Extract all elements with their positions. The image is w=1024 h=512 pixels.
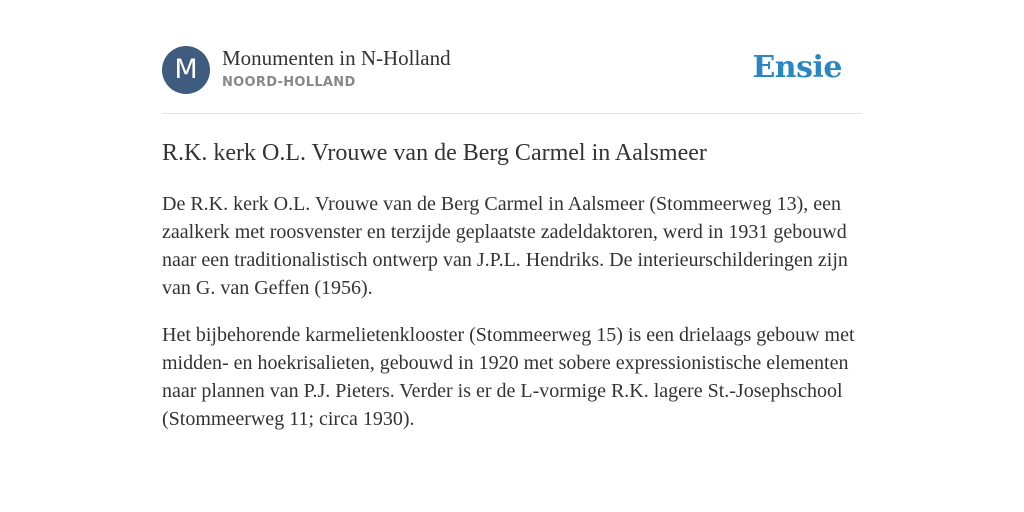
article-body xyxy=(162,190,862,452)
definition-card xyxy=(162,0,862,512)
source-subtitle: NOORD-HOLLAND xyxy=(222,75,356,90)
header-divider xyxy=(162,113,862,114)
article-title: R.K. kerk O.L. Vrouwe van de Berg Carmel in Aalsmeer xyxy=(162,140,707,166)
card-header xyxy=(162,46,862,96)
article-paragraph: De R.K. kerk O.L. Vrouwe van de Berg Carmel in Aalsmeer (Stommeerweg 13), een zaalkerk met roosvenster en terzijde geplaatste zadeldaktoren, werd in 1931 gebouwd naar een traditionalistisch ontwerp van J.P.L. Hendriks. De interieurschilderingen zijn van G. van Geffen (1956). xyxy=(162,193,848,299)
ensie-logo[interactable]: Ensie xyxy=(752,50,842,85)
source-avatar[interactable]: M xyxy=(162,46,210,94)
source-title[interactable]: Monumenten in N-Holland xyxy=(222,46,451,70)
article-paragraph: Het bijbehorende karmelietenklooster (Stommeerweg 15) is een drielaags gebouw met midden- en hoekrisalieten, gebouwd in 1920 met sobere expressionistische elementen naar plannen van P.J. Pieters. Verder is er de L-vormige R.K. lagere St.-Josephschool (Stommeerweg 11; circa 1930). xyxy=(162,324,855,430)
